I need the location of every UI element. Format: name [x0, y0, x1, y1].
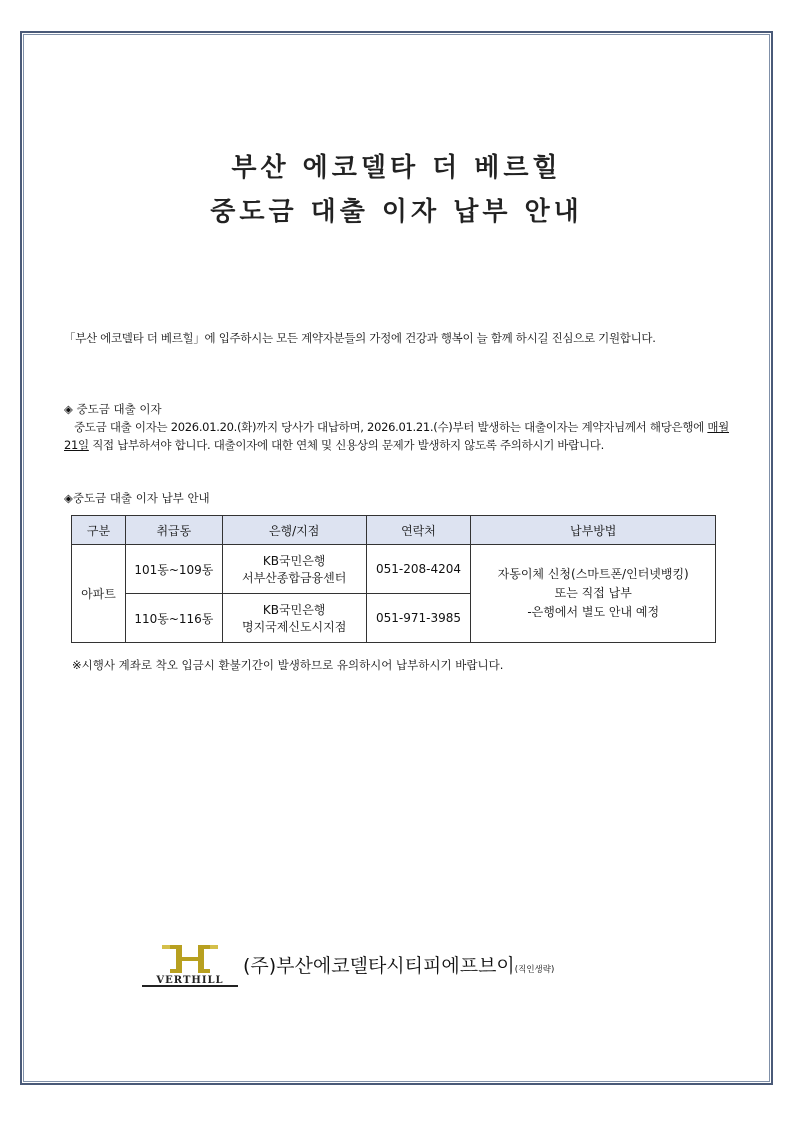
method-cell [471, 545, 716, 643]
bank-cell [222, 594, 366, 643]
branch-name: 서부산종합금융센터 [242, 571, 347, 585]
verthill-logo [142, 943, 238, 987]
method-line-3: -은행에서 별도 안내 예정 [527, 605, 660, 619]
title-line-2: 중도금 대출 이자 납부 안내 [210, 197, 583, 227]
header-method: 납부방법 [471, 516, 716, 545]
phone-cell: 051-971-3985 [366, 594, 471, 643]
dong-cell: 101동~109동 [125, 545, 222, 594]
company-name-text: (주)부산에코델타시티피에프브이 [243, 955, 515, 977]
header-bank: 은행/지점 [222, 516, 366, 545]
section-heading: ◈ 중도금 대출 이자 [64, 402, 162, 416]
dong-cell: 110동~116동 [125, 594, 222, 643]
table-heading: ◈중도금 대출 이자 납부 안내 [64, 491, 210, 505]
company-name [243, 951, 554, 978]
category-cell: 아파트 [72, 545, 126, 643]
seal-omitted-label: (직인생략) [514, 965, 555, 975]
method-line-2: 또는 직접 납부 [554, 586, 632, 600]
bank-name: KB국민은행 [262, 554, 326, 568]
payment-day: 매월 21일 [64, 420, 729, 452]
table-row [72, 545, 716, 594]
intro-paragraph: 「부산 에코델타 더 베르힐」에 입주하시는 모든 계약자분들의 가정에 건강과 행복이 늘 함께 하시길 진심으로 기원합니다. [64, 331, 656, 345]
header-phone: 연락처 [366, 516, 471, 545]
section-body [64, 418, 729, 454]
section-body-after: 직접 납부하셔야 합니다. 대출이자에 대한 연체 및 신용상의 문제가 발생하지 않도록 주의하시기 바랍니다. [88, 438, 604, 452]
header-dong: 취급동 [125, 516, 222, 545]
bank-cell [222, 545, 366, 594]
bank-name: KB국민은행 [262, 603, 326, 617]
phone-cell: 051-208-4204 [366, 545, 471, 594]
payment-table [71, 515, 716, 643]
section-body-before: 중도금 대출 이자는 2026.01.20.(화)까지 당사가 대납하며, 2026.01.21.(수)부터 발생하는 대출이자는 계약자님께서 해당은행에 [74, 420, 708, 434]
note-text: ※시행사 계좌로 착오 입금시 환불기간이 발생하므로 유의하시어 납부하시기 바랍니다. [72, 658, 504, 672]
branch-name: 명지국제신도시지점 [242, 620, 347, 634]
title-line-1: 부산 에코델타 더 베르힐 [231, 153, 562, 183]
logo-text: VERTHILL [156, 975, 224, 986]
header-category: 구분 [72, 516, 126, 545]
method-line-1: 자동이체 신청(스마트폰/인터넷뱅킹) [497, 567, 689, 581]
table-header-row [72, 516, 716, 545]
